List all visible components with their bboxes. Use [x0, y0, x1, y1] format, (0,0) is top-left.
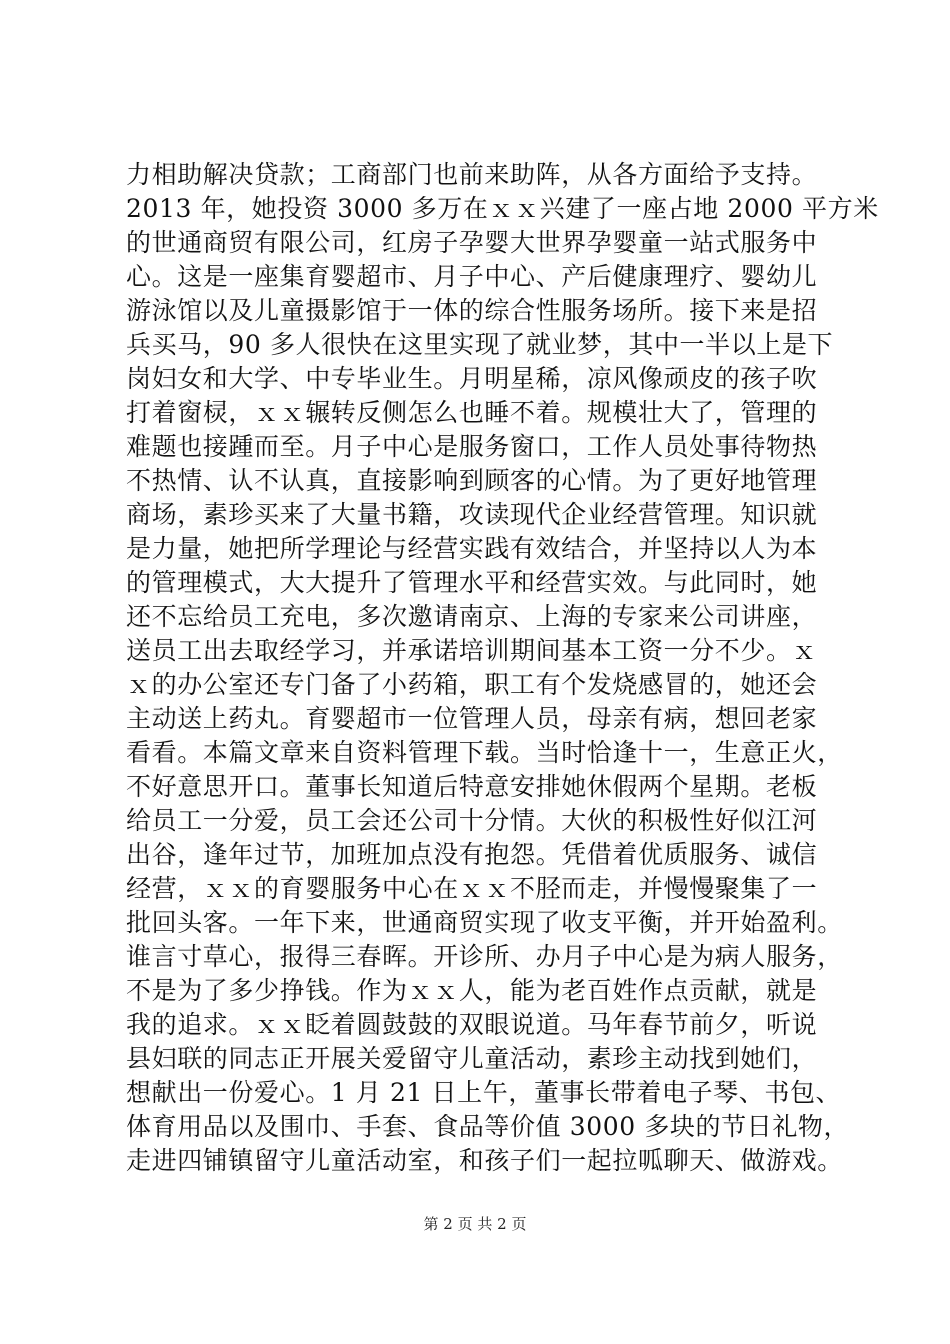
text-line: 的世通商贸有限公司，红房子孕婴大世界孕婴童一站式服务中 — [126, 228, 818, 257]
text-line: 难题也接踵而至。月子中心是服务窗口，工作人员处事待物热 — [126, 432, 818, 461]
text-line: 力相助解决贷款；工商部门也前来助阵，从各方面给予支持。 — [126, 160, 818, 189]
text-line: ｘ的办公室还专门备了小药箱，职工有个发烧感冒的，她还会 — [126, 670, 818, 699]
text-line: 的管理模式，大大提升了管理水平和经营实效。与此同时，她 — [126, 568, 818, 597]
text-line: 主动送上药丸。育婴超市一位管理人员，母亲有病，想回老家 — [126, 704, 818, 733]
text-line: 还不忘给员工充电，多次邀请南京、上海的专家来公司讲座， — [126, 602, 818, 631]
text-line: 岗妇女和大学、中专毕业生。月明星稀，凉风像顽皮的孩子吹 — [126, 364, 818, 393]
text-line: 心。这是一座集育婴超市、月子中心、产后健康理疗、婴幼儿 — [126, 262, 818, 291]
text-line: 不热情、认不认真，直接影响到顾客的心情。为了更好地管理 — [126, 466, 818, 495]
text-line: 批回头客。一年下来，世通商贸实现了收支平衡，并开始盈利。 — [126, 908, 843, 937]
text-line: 不是为了多少挣钱。作为ｘｘ人，能为老百姓作点贡献，就是 — [126, 976, 818, 1005]
text-line: 给员工一分爱，员工会还公司十分情。大伙的积极性好似江河 — [126, 806, 818, 835]
text-line: 谁言寸草心，报得三春晖。开诊所、办月子中心是为病人服务， — [126, 942, 843, 971]
text-line: 不好意思开口。董事长知道后特意安排她休假两个星期。老板 — [126, 772, 818, 801]
text-line: 经营，ｘｘ的育婴服务中心在ｘｘ不胫而走，并慢慢聚集了一 — [126, 874, 818, 903]
text-line: 出谷，逢年过节，加班加点没有抱怨。凭借着优质服务、诚信 — [126, 840, 818, 869]
text-line: 想献出一份爱心。1 月 21 日上午，董事长带着电子琴、书包、 — [126, 1078, 842, 1107]
text-line: 体育用品以及围巾、手套、食品等价值 3000 多块的节日礼物， — [126, 1112, 850, 1141]
text-line: 走进四铺镇留守儿童活动室，和孩子们一起拉呱聊天、做游戏。 — [126, 1146, 843, 1175]
text-line: 我的追求。ｘｘ眨着圆鼓鼓的双眼说道。马年春节前夕，听说 — [126, 1010, 818, 1039]
text-line: 看看。本篇文章来自资料管理下载。当时恰逢十一，生意正火， — [126, 738, 843, 767]
body-paragraph — [126, 158, 879, 1178]
text-line: 是力量，她把所学理论与经营实践有效结合，并坚持以人为本 — [126, 534, 818, 563]
page-number-footer: 第 2 页 共 2 页 — [423, 1215, 527, 1233]
text-line: 游泳馆以及儿童摄影馆于一体的综合性服务场所。接下来是招 — [126, 296, 818, 325]
text-line: 2013 年，她投资 3000 多万在ｘｘ兴建了一座占地 2000 平方米 — [126, 194, 879, 223]
text-line: 打着窗棂，ｘｘ辗转反侧怎么也睡不着。规模壮大了，管理的 — [126, 398, 818, 427]
text-line: 商场，素珍买来了大量书籍，攻读现代企业经营管理。知识就 — [126, 500, 818, 529]
text-line: 兵买马，90 多人很快在这里实现了就业梦，其中一半以上是下 — [126, 330, 834, 359]
text-line: 县妇联的同志正开展关爱留守儿童活动，素珍主动找到她们， — [126, 1044, 818, 1073]
text-line: 送员工出去取经学习，并承诺培训期间基本工资一分不少。ｘ — [126, 636, 818, 665]
